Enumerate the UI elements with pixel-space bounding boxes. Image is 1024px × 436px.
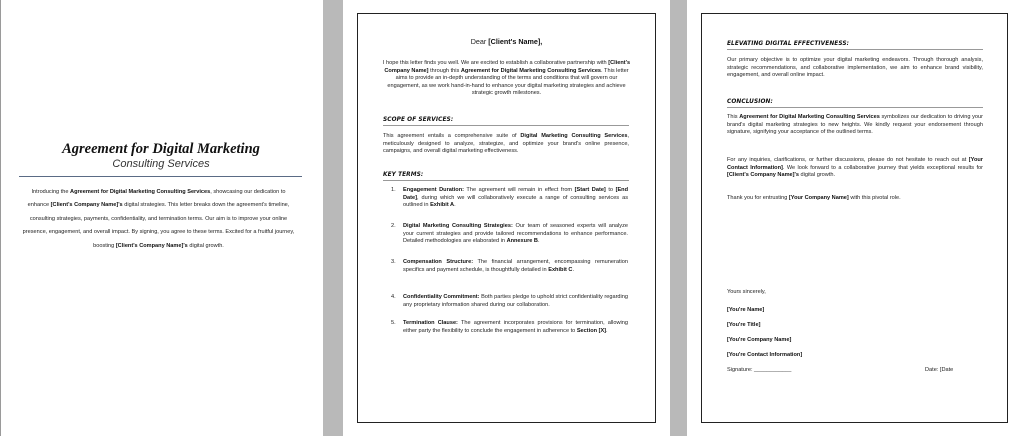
term-number: 3. <box>391 259 396 265</box>
closing-page <box>687 0 1024 436</box>
signer-title: [You're Title] <box>727 322 761 328</box>
term-item: Engagement Duration: The agreement will remain in effect from [Start Date] to [End Date], during which we will collaboratively execute a range of consulting services as outlined in Exhibit A. <box>403 187 629 209</box>
terms-heading: KEY TERMS: <box>383 172 424 178</box>
elevate-heading-rule <box>727 49 983 50</box>
cover-intro: Introducing the Agreement for Digital Marketing Consulting Services, showcasing our dedication to enhance [Client's Company Name]'s digital strategies. This letter breaks down the agreement's timeline, consulting strategies, payments, confidentiality, and termination terms. Our aim is to improve your online presence, engagement, and overall impact. By signing, you agree to these terms. Excited for a fruitful journey, boosting [Client's Company Name]'s digital growth. <box>22 189 295 249</box>
term-number: 5. <box>391 320 396 326</box>
signer-contact: [You're Contact Information] <box>727 352 803 358</box>
letter-greeting: Dear [Client's Name], <box>470 37 543 46</box>
term-number: 1. <box>391 187 396 193</box>
scope-text: This agreement entails a comprehensive suite of Digital Marketing Consulting Services, meticulously designed to analyze, strategize, and optimize your brand's online presence, campaigns, and overall digital marketing effectiveness. <box>383 133 629 155</box>
cover-page <box>0 0 323 436</box>
inquiry-text: For any inquiries, clarifications, or further discussions, please do not hesitate to reach out at [Your Contact Information]. We look forward to a collaborative journey that yields exceptional results for [Client's Company Name]'s digital growth. <box>727 157 983 179</box>
scope-heading-rule <box>383 125 629 126</box>
cover-title: Agreement for Digital Marketing <box>62 141 260 157</box>
cover-subtitle: Consulting Services <box>112 158 210 170</box>
date-line: Date: [Date <box>925 367 954 373</box>
signoff: Yours sincerely, <box>727 289 766 295</box>
elevate-text: Our primary objective is to optimize your digital marketing endeavors. Through thorough analysis, strategic recommendations, and collaborative implementation, we aim to enhance brand visibility, engagement, and overall online impact. <box>727 57 983 79</box>
term-item: Confidentiality Commitment: Both parties pledge to uphold strict confidentiality regarding any proprietary information shared during our collaboration. <box>403 294 629 308</box>
conclusion-heading-rule <box>727 107 983 108</box>
conclusion-text: This Agreement for Digital Marketing Consulting Services symbolizes our dedication to driving your brand's digital marketing strategies to new heights. We kindly request your endorsement through signature, signifying your acceptance of the outlined terms. <box>727 114 984 136</box>
scope-heading: SCOPE OF SERVICES: <box>383 117 454 123</box>
term-item: Digital Marketing Consulting Strategies: Our team of seasoned experts will analyze your current strategies and provide tailored recommendations to enhance performance. Detailed methodologies are elaborated in Annexure B. <box>403 223 628 245</box>
cover-divider <box>19 176 302 177</box>
elevate-heading: ELEVATING DIGITAL EFFECTIVENESS: <box>727 41 850 47</box>
term-item: Compensation Structure: The financial arrangement, encompassing remuneration specifics and payment schedule, is thoughtfully detailed in Exhibit C. <box>403 259 628 273</box>
term-item: Termination Clause: The agreement incorporates provisions for termination, allowing either party the flexibility to conclude the engagement in adherence to Section [X]. <box>403 320 629 334</box>
signature-line: Signature: ____________ <box>727 367 792 373</box>
term-number: 4. <box>391 294 396 300</box>
terms-heading-rule <box>383 180 629 181</box>
signer-name: [You're Name] <box>727 307 765 313</box>
letter-page <box>343 0 670 436</box>
conclusion-heading: CONCLUSION: <box>727 99 773 105</box>
signer-company: [You're Company Name] <box>727 337 792 343</box>
letter-intro: I hope this letter finds you well. We are excited to establish a collaborative partnership with [Client's Company Name] through this Agreement for Digital Marketing Consulting Services. This letter aims to provide an in-depth understanding of the terms and conditions that will govern our engagement, as we work hand-in-hand to enhance your digital marketing strategies and achieve strategic growth milestones. <box>382 60 631 97</box>
term-number: 2. <box>391 223 396 229</box>
thanks-text: Thank you for entrusting [Your Company Name] with this pivotal role. <box>727 195 901 201</box>
